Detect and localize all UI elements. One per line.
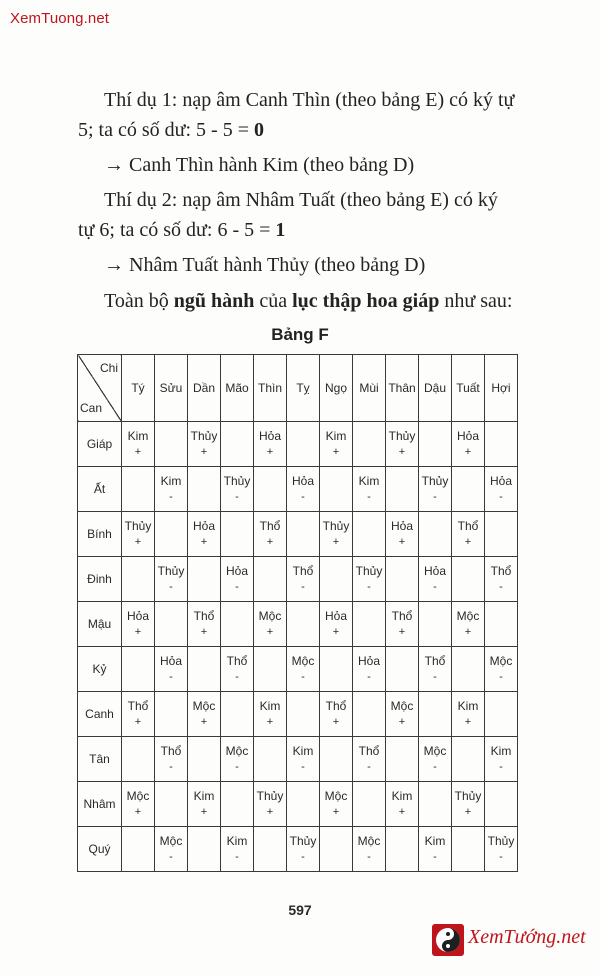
polarity-sign: - [235,671,239,683]
element-cell [353,647,386,692]
polarity-sign: - [301,761,305,773]
element-cell [122,512,155,557]
can-header: Quý [78,827,122,872]
element-cell [419,602,452,647]
element-cell [386,602,419,647]
example-2-paragraph [78,185,518,245]
polarity-sign: - [367,581,371,593]
element-name: Mộc [390,699,414,713]
element-cell [287,782,320,827]
polarity-sign: - [169,581,173,593]
element-cell [287,692,320,737]
element-cell [122,737,155,782]
polarity-sign: + [200,806,208,818]
element-name: Mộc [192,699,216,713]
element-name: Thổ [457,519,479,533]
element-name: Thổ [424,654,446,668]
table-row [78,737,518,782]
logo-text[interactable]: XemTướng.net [468,926,586,948]
polarity-sign: - [367,761,371,773]
element-cell [221,467,254,512]
element-cell [452,647,485,692]
element-name: Hỏa [357,654,380,668]
polarity-sign: + [398,626,406,638]
example-1-remainder: 0 [254,119,264,141]
can-header: Tân [78,737,122,782]
example-1-text: Thí dụ 1: nạp âm Canh Thìn (theo bảng E) có ký tự 5; ta có số dư: 5 - 5 = [78,89,515,141]
chi-header: Mão [221,355,254,422]
can-header: Đinh [78,557,122,602]
site-watermark-top[interactable]: XemTuong.net [10,10,110,27]
element-name: Mộc [489,654,513,668]
can-header: Bính [78,512,122,557]
polarity-sign: - [433,581,437,593]
element-name: Thổ [292,564,314,578]
element-cell [386,467,419,512]
element-name: Mộc [126,789,150,803]
element-name: Kim [358,474,380,488]
element-cell [287,647,320,692]
polarity-sign: + [332,536,340,548]
polarity-sign: - [499,851,503,863]
element-cell [221,557,254,602]
luc-thap-hoa-giap-table [77,354,518,872]
element-cell [353,602,386,647]
element-name: Thủy [190,429,218,443]
element-name: Mộc [291,654,315,668]
element-name: Kim [391,789,413,803]
table-row [78,512,518,557]
polarity-sign: - [367,491,371,503]
summary-paragraph [78,286,538,316]
element-cell [353,422,386,467]
element-cell [419,647,452,692]
element-cell [254,557,287,602]
polarity-sign: + [134,626,142,638]
polarity-sign: - [301,671,305,683]
element-cell [155,602,188,647]
element-cell [155,647,188,692]
element-name: Kim [127,429,149,443]
element-cell [353,512,386,557]
element-cell [188,422,221,467]
corner-can-label: Can [80,401,103,415]
element-cell [122,782,155,827]
element-cell [353,782,386,827]
table-row [78,422,518,467]
chi-header: Thìn [254,355,287,422]
element-name: Hỏa [291,474,314,488]
polarity-sign: - [433,671,437,683]
element-cell [287,827,320,872]
element-cell [122,692,155,737]
element-name: Kim [325,429,347,443]
element-cell [452,557,485,602]
element-cell [320,422,353,467]
polarity-sign: + [464,806,472,818]
polarity-sign: + [200,536,208,548]
polarity-sign: - [169,671,173,683]
polarity-sign: + [464,716,472,728]
element-name: Hỏa [159,654,182,668]
polarity-sign: + [134,446,142,458]
element-cell [320,647,353,692]
element-cell [254,827,287,872]
element-name: Thủy [421,474,449,488]
polarity-sign: + [398,536,406,548]
element-cell [287,737,320,782]
polarity-sign: + [266,716,274,728]
polarity-sign: + [266,806,274,818]
element-cell [221,782,254,827]
element-cell [320,512,353,557]
element-name: Kim [259,699,281,713]
element-cell [320,692,353,737]
polarity-sign: + [398,806,406,818]
element-cell [254,422,287,467]
element-cell [287,602,320,647]
element-name: Mộc [159,834,183,848]
element-name: Kim [160,474,182,488]
element-name: Kim [193,789,215,803]
polarity-sign: + [266,626,274,638]
element-cell [221,827,254,872]
element-cell [452,467,485,512]
element-cell [452,422,485,467]
element-cell [188,512,221,557]
element-cell [254,782,287,827]
element-cell [221,512,254,557]
element-cell [122,647,155,692]
element-name: Hỏa [489,474,512,488]
polarity-sign: - [301,491,305,503]
element-cell [485,647,518,692]
polarity-sign: - [235,761,239,773]
element-name: Thủy [322,519,350,533]
polarity-sign: - [499,671,503,683]
summary-text-c: của [254,290,293,312]
element-cell [155,692,188,737]
summary-bold-luc-thap-hoa-giap: lục thập hoa giáp [292,290,440,312]
element-cell [452,782,485,827]
polarity-sign: - [499,581,503,593]
element-name: Thổ [160,744,182,758]
summary-bold-ngu-hanh: ngũ hành [173,290,255,312]
polarity-sign: - [367,671,371,683]
element-name: Thủy [388,429,416,443]
polarity-sign: - [499,761,503,773]
element-cell [485,557,518,602]
table-row [78,692,518,737]
element-cell [221,737,254,782]
element-cell [485,512,518,557]
element-name: Thủy [487,834,515,848]
element-cell [122,422,155,467]
element-cell [221,692,254,737]
element-cell [188,827,221,872]
element-name: Hỏa [192,519,215,533]
can-header: Giáp [78,422,122,467]
element-cell [188,782,221,827]
polarity-sign: + [332,626,340,638]
chi-header: Ngọ [320,355,353,422]
chi-header: Hợi [485,355,518,422]
element-cell [287,467,320,512]
element-cell [419,782,452,827]
table-row [78,467,518,512]
element-cell [155,422,188,467]
element-cell [221,647,254,692]
element-cell [419,512,452,557]
can-header: Mậu [78,602,122,647]
element-cell [320,467,353,512]
chi-header: Sửu [155,355,188,422]
element-name: Kim [226,834,248,848]
polarity-sign: + [464,446,472,458]
polarity-sign: + [332,446,340,458]
element-cell [254,602,287,647]
element-cell [320,782,353,827]
element-cell [386,827,419,872]
element-name: Thủy [355,564,383,578]
polarity-sign: + [332,716,340,728]
polarity-sign: + [398,716,406,728]
element-cell [122,467,155,512]
element-name: Mộc [456,609,480,623]
polarity-sign: - [433,851,437,863]
chi-header: Dậu [419,355,452,422]
table-row [78,557,518,602]
element-name: Thổ [127,699,149,713]
element-cell [320,827,353,872]
element-cell [452,692,485,737]
element-cell [386,557,419,602]
example-2-text: Thí dụ 2: nạp âm Nhâm Tuất (theo bảng E) có ký tự 6; ta có số dư: 6 - 5 = [78,189,498,241]
element-name: Mộc [357,834,381,848]
polarity-sign: - [433,761,437,773]
element-name: Hỏa [456,429,479,443]
element-cell [155,557,188,602]
corner-chi-label: Chi [99,361,118,375]
polarity-sign: + [464,626,472,638]
element-cell [287,512,320,557]
element-cell [188,467,221,512]
element-name: Mộc [423,744,447,758]
polarity-sign: - [235,491,239,503]
polarity-sign: + [266,536,274,548]
element-cell [188,692,221,737]
element-cell [353,692,386,737]
element-cell [122,602,155,647]
element-cell [254,737,287,782]
element-cell [254,467,287,512]
element-cell [386,647,419,692]
element-cell [485,422,518,467]
element-cell [155,512,188,557]
element-name: Thủy [223,474,251,488]
element-cell [188,557,221,602]
element-cell [485,827,518,872]
element-cell [452,827,485,872]
element-cell [386,737,419,782]
element-cell [320,737,353,782]
element-cell [122,557,155,602]
element-cell [287,557,320,602]
element-cell [221,422,254,467]
polarity-sign: + [134,806,142,818]
element-cell [419,827,452,872]
element-cell [419,692,452,737]
element-name: Thổ [391,609,413,623]
polarity-sign: - [169,491,173,503]
summary-text-a: Toàn bộ [104,290,174,312]
element-cell [155,737,188,782]
element-cell [254,692,287,737]
element-name: Thổ [226,654,248,668]
element-cell [452,602,485,647]
polarity-sign: - [367,851,371,863]
polarity-sign: + [464,536,472,548]
polarity-sign: - [499,491,503,503]
element-name: Hỏa [324,609,347,623]
element-cell [419,557,452,602]
element-cell [353,467,386,512]
element-cell [353,827,386,872]
polarity-sign: - [235,851,239,863]
polarity-sign: - [169,761,173,773]
example-2-remainder: 1 [275,219,286,241]
element-cell [287,422,320,467]
element-cell [485,782,518,827]
element-name: Thổ [325,699,347,713]
can-header: Kỷ [78,647,122,692]
polarity-sign: + [200,626,208,638]
table-corner-cell [78,355,122,422]
element-cell [155,827,188,872]
table-row [78,602,518,647]
polarity-sign: + [134,716,142,728]
chi-header: Tý [122,355,155,422]
element-name: Mộc [258,609,282,623]
table-title: Bảng F [271,325,329,344]
element-cell [188,647,221,692]
element-cell [386,692,419,737]
element-cell [221,602,254,647]
polarity-sign: + [332,806,340,818]
element-name: Thổ [490,564,512,578]
element-cell [485,467,518,512]
element-name: Kim [424,834,446,848]
yin-yang-dot-dark [446,932,450,936]
element-name: Kim [490,744,512,758]
polarity-sign: + [200,716,208,728]
element-cell [485,737,518,782]
yin-yang-dot-light [446,944,450,948]
table-row [78,827,518,872]
element-cell [155,782,188,827]
element-name: Mộc [324,789,348,803]
polarity-sign: - [301,581,305,593]
element-name: Kim [292,744,314,758]
element-cell [419,422,452,467]
table-row [78,782,518,827]
element-cell [254,512,287,557]
polarity-sign: + [398,446,406,458]
polarity-sign: + [266,446,274,458]
element-cell [188,737,221,782]
element-cell [353,557,386,602]
element-name: Thủy [124,519,152,533]
example-2-result: → Nhâm Tuất hành Thủy (theo bảng D) [104,254,426,276]
chi-header: Thân [386,355,419,422]
element-cell [254,647,287,692]
element-cell [485,602,518,647]
element-cell [155,467,188,512]
element-name: Hỏa [225,564,248,578]
element-name: Thổ [193,609,215,623]
polarity-sign: + [134,536,142,548]
element-name: Thổ [358,744,380,758]
element-name: Thủy [289,834,317,848]
element-cell [386,422,419,467]
chi-header: Tỵ [287,355,320,422]
table-row [78,647,518,692]
chi-header: Mùi [353,355,386,422]
example-1-paragraph [78,85,518,145]
chi-header: Tuất [452,355,485,422]
element-cell [320,602,353,647]
element-name: Kim [457,699,479,713]
element-cell [188,602,221,647]
summary-text-e: như sau: [439,290,513,312]
element-name: Mộc [225,744,249,758]
element-cell [419,737,452,782]
element-name: Hỏa [126,609,149,623]
chi-header: Dần [188,355,221,422]
element-name: Thủy [157,564,185,578]
can-header: Ất [78,467,122,512]
element-cell [485,692,518,737]
element-cell [419,467,452,512]
polarity-sign: - [301,851,305,863]
element-name: Thủy [256,789,284,803]
element-name: Hỏa [423,564,446,578]
polarity-sign: - [433,491,437,503]
element-cell [452,737,485,782]
page-number: 597 [288,902,312,918]
polarity-sign: + [200,446,208,458]
example-1-result: → Canh Thìn hành Kim (theo bảng D) [104,154,415,176]
table-header-row [78,355,518,422]
element-cell [320,557,353,602]
element-name: Hỏa [390,519,413,533]
element-cell [122,827,155,872]
element-cell [386,512,419,557]
element-name: Thủy [454,789,482,803]
element-cell [452,512,485,557]
element-cell [386,782,419,827]
element-name: Hỏa [258,429,281,443]
polarity-sign: - [169,851,173,863]
can-header: Nhâm [78,782,122,827]
polarity-sign: - [235,581,239,593]
element-name: Thổ [259,519,281,533]
can-header: Canh [78,692,122,737]
element-cell [353,737,386,782]
